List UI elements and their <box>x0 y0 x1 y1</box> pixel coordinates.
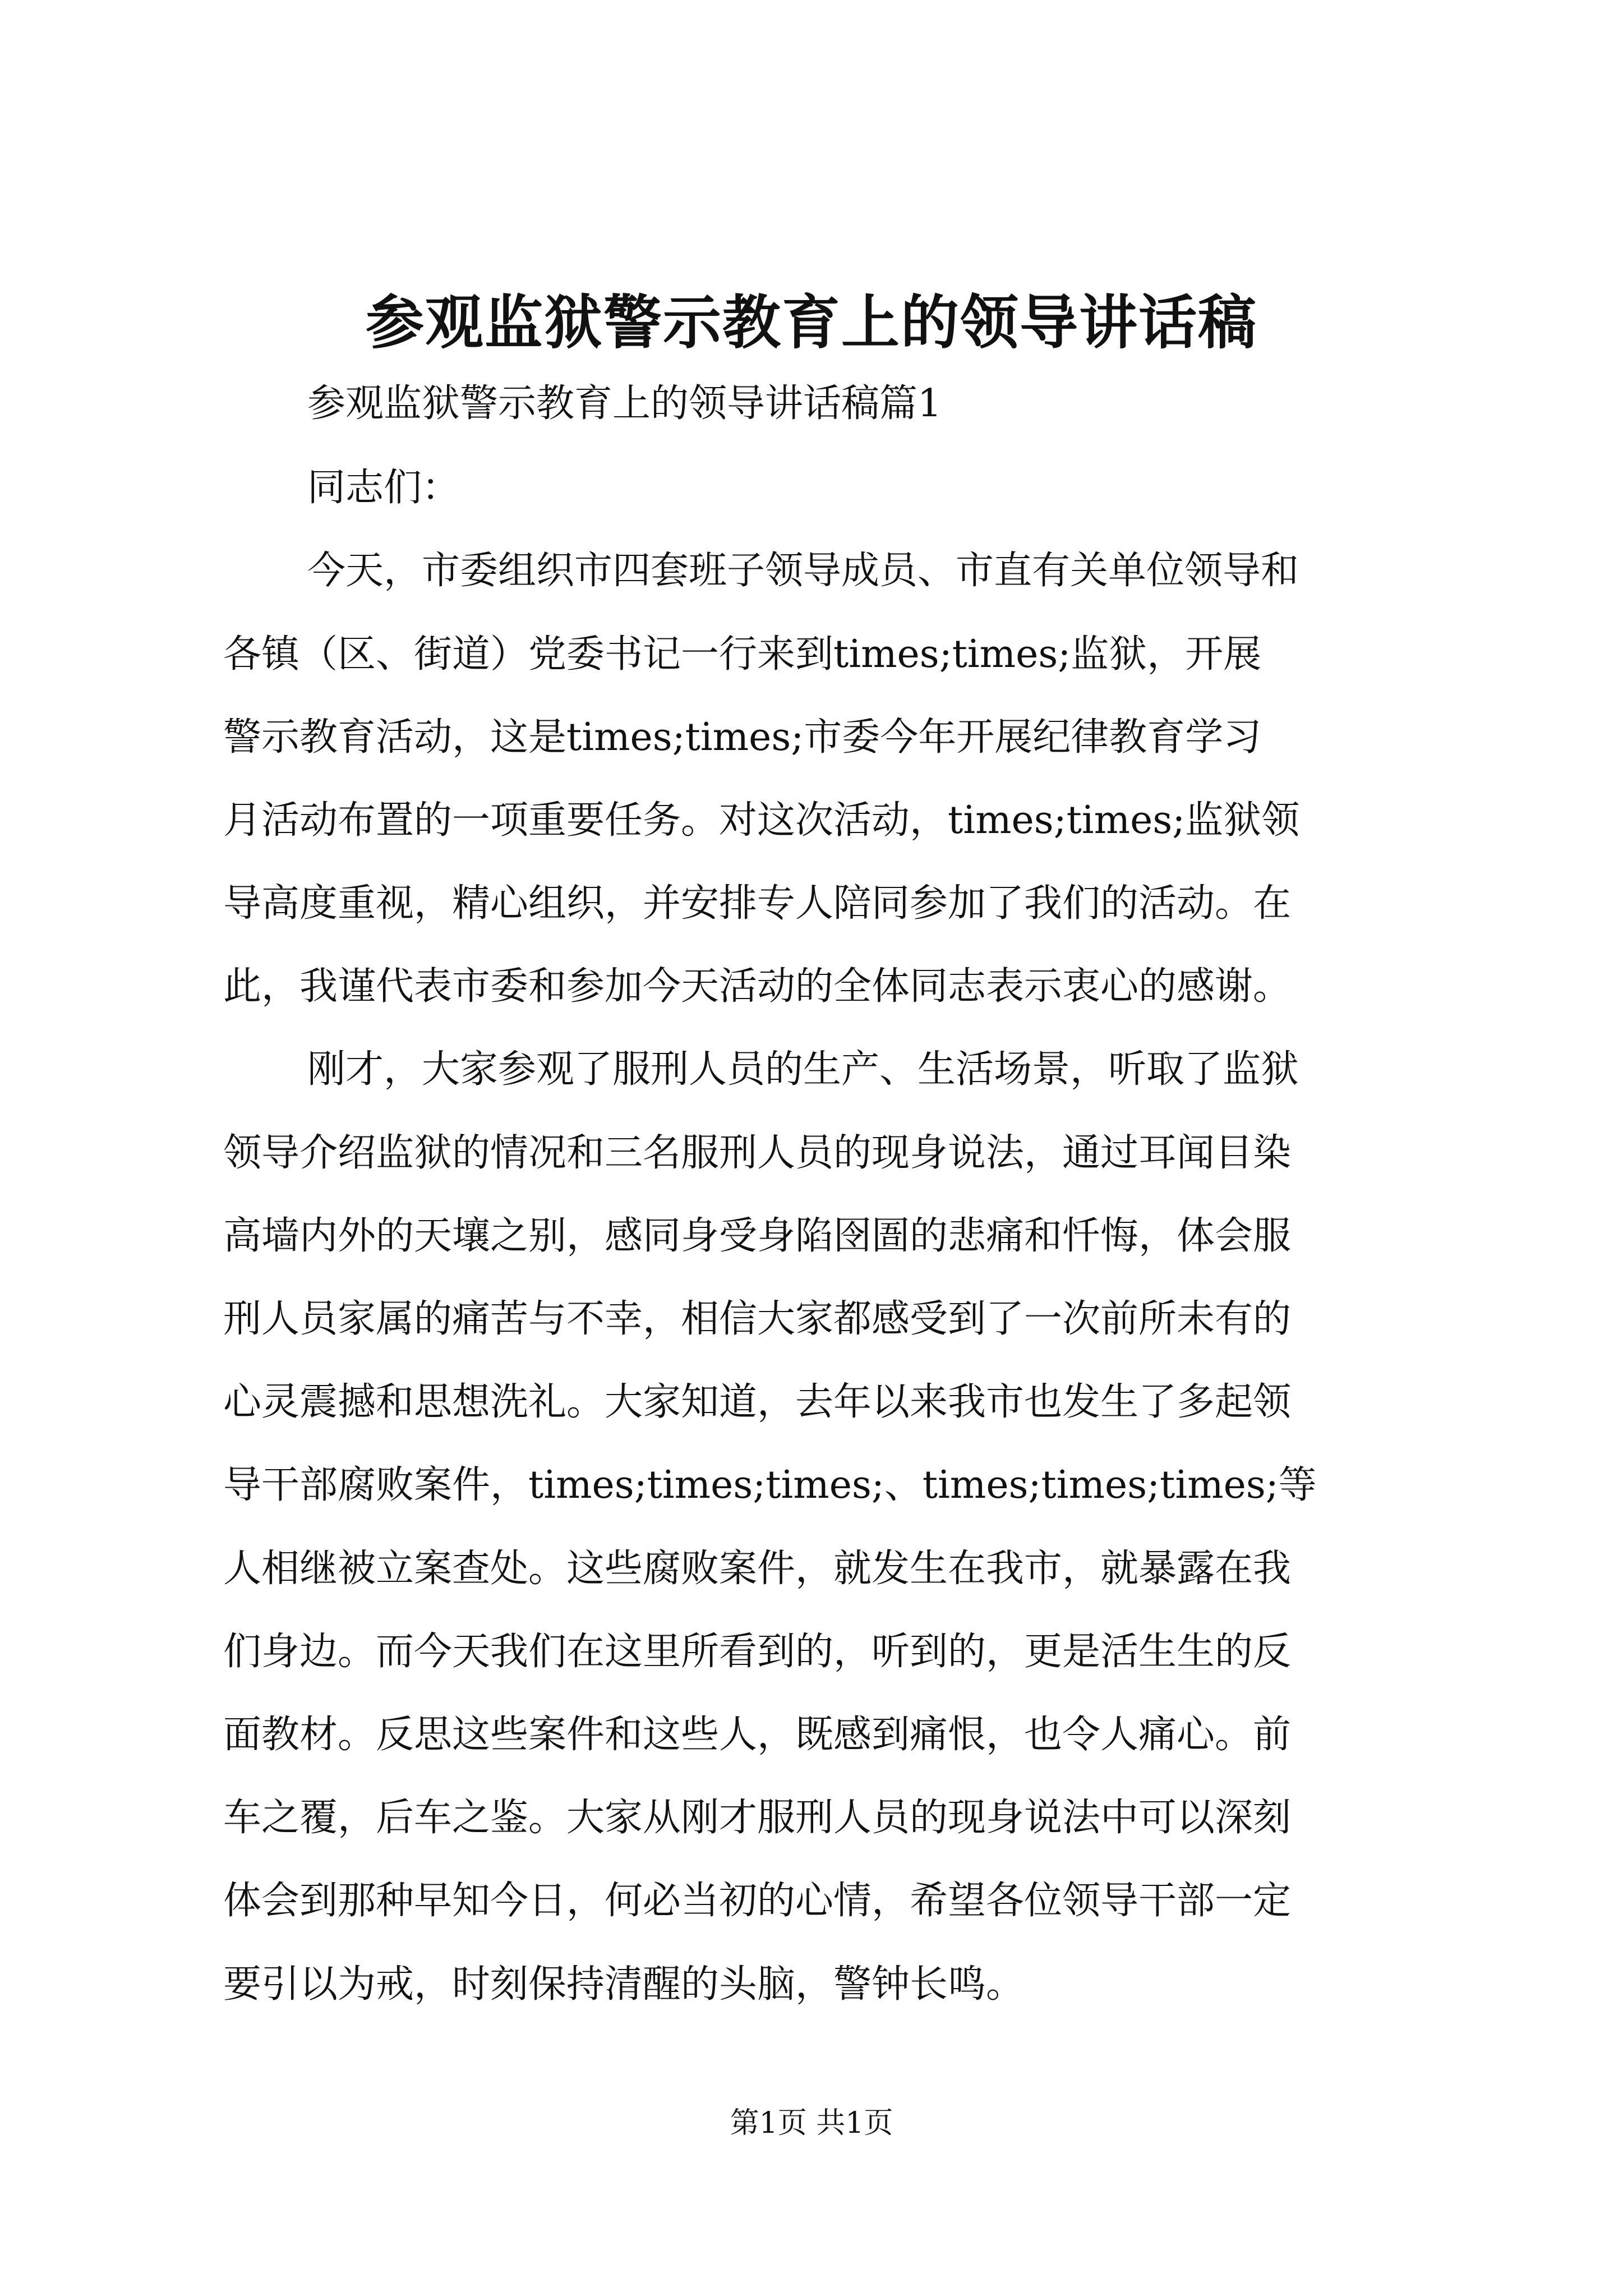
paragraph-1-line-6: 此，我谨代表市委和参加今天活动的全体同志表示衷心的感谢。 <box>223 964 1292 1009</box>
paragraph-2-line-9: 面教材。反思这些案件和这些人，既感到痛恨，也令人痛心。前 <box>223 1713 1292 1757</box>
paragraph-1-line-5: 导高度重视，精心组织，并安排专人陪同参加了我们的活动。在 <box>223 881 1292 926</box>
paragraph-1-line-4: 月活动布置的一项重要任务。对这次活动，times;times;监狱领 <box>223 798 1300 843</box>
document-title: 参观监狱警示教育上的领导讲话稿 <box>365 288 1257 357</box>
paragraph-2-line-4: 刑人员家属的痛苦与不幸，相信大家都感受到了一次前所未有的 <box>223 1297 1292 1341</box>
paragraph-2-line-7: 人相继被立案查处。这些腐败案件，就发生在我市，就暴露在我 <box>223 1547 1292 1591</box>
paragraph-2-line-8: 们身边。而今天我们在这里所看到的，听到的，更是活生生的反 <box>223 1630 1292 1674</box>
paragraph-1-line-1: 今天，市委组织市四套班子领导成员、市直有关单位领导和 <box>307 549 1299 593</box>
paragraph-2-line-6: 导干部腐败案件，times;times;times;、times;times;times;等 <box>223 1463 1317 1507</box>
salutation: 同志们： <box>307 466 460 510</box>
paragraph-2-line-10: 车之覆，后车之鉴。大家从刚才服刑人员的现身说法中可以深刻 <box>223 1796 1292 1840</box>
paragraph-2-line-3: 高墙内外的天壤之别，感同身受身陷囹圄的悲痛和忏悔，体会服 <box>223 1214 1292 1258</box>
document-subtitle: 参观监狱警示教育上的领导讲话稿篇1 <box>307 381 942 426</box>
paragraph-2-line-12: 要引以为戒，时刻保持清醒的头脑，警钟长鸣。 <box>223 1962 1025 2007</box>
paragraph-2-line-11: 体会到那种早知今日，何必当初的心情，希望各位领导干部一定 <box>223 1879 1292 1923</box>
page-footer: 第1页 共1页 <box>730 2106 893 2140</box>
paragraph-1-line-3: 警示教育活动，这是times;times;市委今年开展纪律教育学习 <box>223 715 1262 760</box>
paragraph-1-line-2: 各镇（区、街道）党委书记一行来到times;times;监狱，开展 <box>223 632 1262 677</box>
paragraph-2-line-1: 刚才，大家参观了服刑人员的生产、生活场景，听取了监狱 <box>307 1047 1299 1092</box>
paragraph-2-line-2: 领导介绍监狱的情况和三名服刑人员的现身说法，通过耳闻目染 <box>223 1131 1292 1175</box>
paragraph-2-line-5: 心灵震撼和思想洗礼。大家知道，去年以来我市也发生了多起领 <box>223 1380 1292 1424</box>
